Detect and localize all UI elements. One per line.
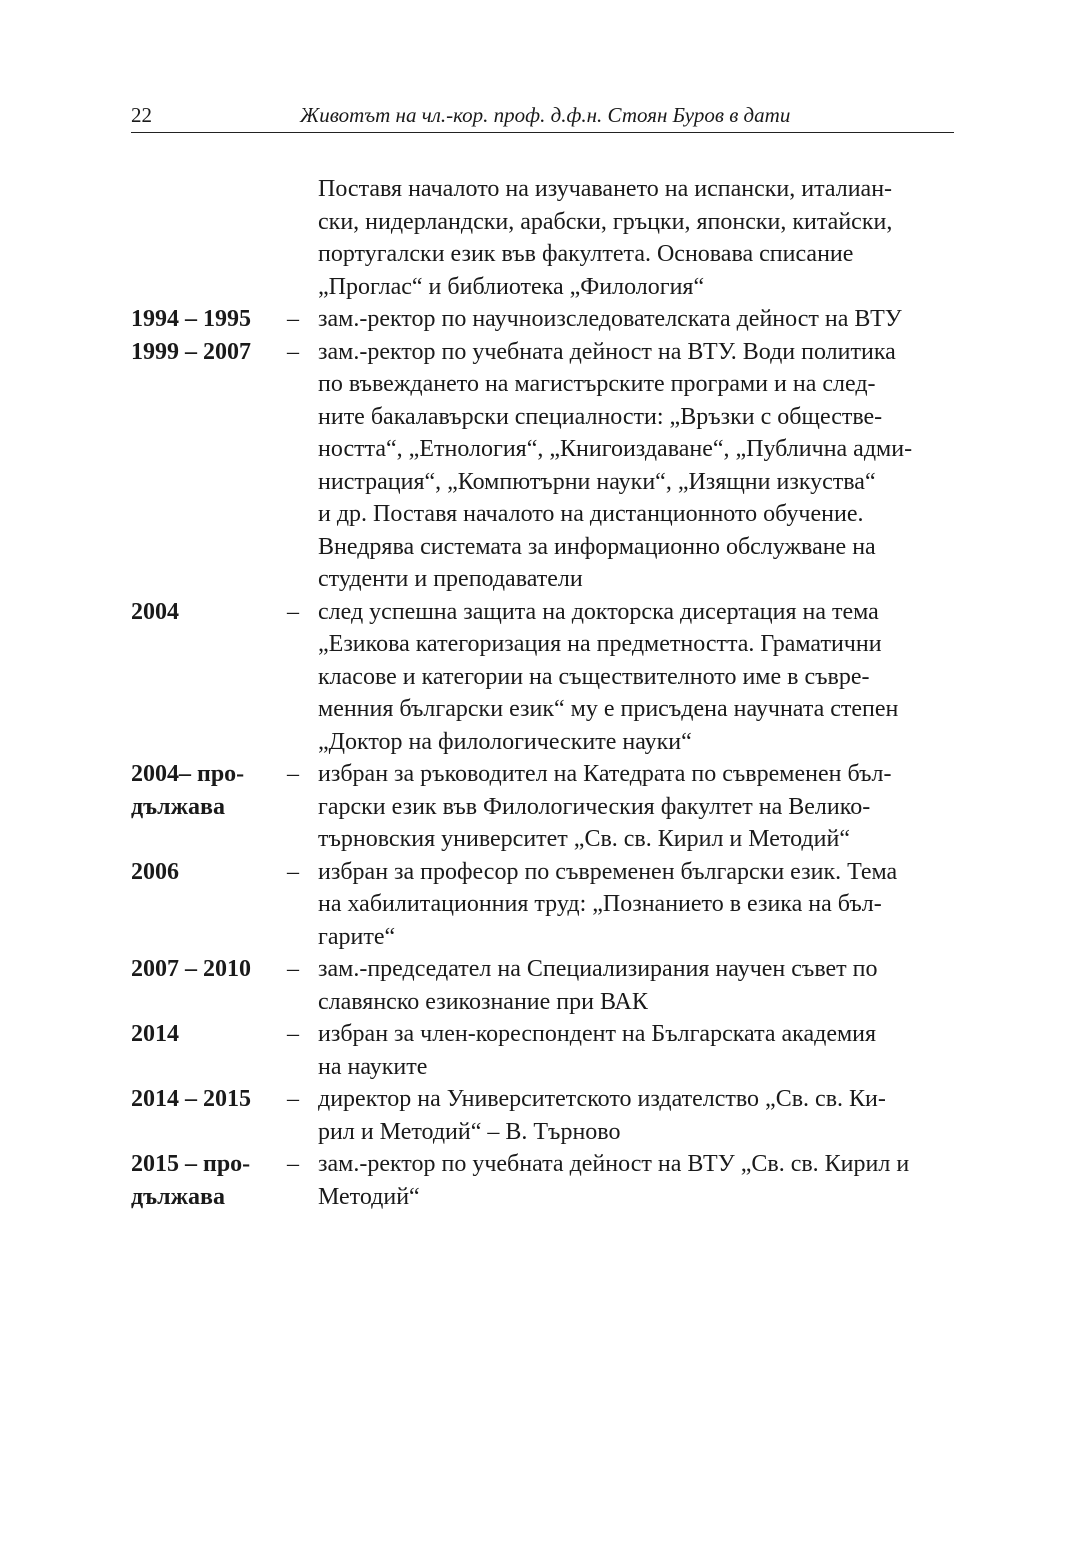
entry-dash: – xyxy=(287,338,299,365)
entry-text: зам.-председател на Специализирания научен съвет по славянско езикознание при ВАК xyxy=(318,956,878,1015)
page-header xyxy=(131,98,954,133)
entry-dash: – xyxy=(287,858,299,885)
timeline-entry xyxy=(131,596,957,759)
entry-dash: – xyxy=(287,1151,299,1177)
timeline-entry xyxy=(131,1018,957,1083)
timeline-entry xyxy=(131,856,957,954)
entry-text: зам.-ректор по учебната дейност на ВТУ „Св. св. Кирил и Методий“ xyxy=(318,1151,910,1210)
intro-paragraph xyxy=(131,173,957,303)
entry-text: избран за професор по съвременен български език. Тема на хабилитационния труд: „Познанието в езика на бъл- гарите“ xyxy=(318,858,898,950)
timeline-entry xyxy=(131,336,957,596)
entry-year: 1999 – 2007 xyxy=(131,338,251,365)
entry-dash: – xyxy=(287,956,299,982)
entry-year: 2007 – 2010 xyxy=(131,956,251,982)
entry-year: 2004– про- дължава xyxy=(131,761,245,820)
entry-dash: – xyxy=(287,598,299,625)
entry-year: 1994 – 1995 xyxy=(131,306,251,332)
entry-year: 2015 – про- дължава xyxy=(131,1151,251,1210)
entry-text: директор на Университетското издателство „Св. св. Ки- рил и Методий“ – В. Търново xyxy=(318,1086,886,1145)
entry-dash: – xyxy=(287,306,299,332)
page-number: 22 xyxy=(131,103,152,127)
entry-text: зам.-ректор по учебната дейност на ВТУ. Води политика по въвеждането на магистърските програми и на след- ните бакалавърски специалности: „Връзки с обществе- ността“, „Етнология“, „Книгоиздаване“, „Публична адми- нистрация“, „Компютърни науки“, „Изящни изкуства“ и др. Поставя началото на дистанционното обучение. Внедрява системата за информационно обслужване на студенти и преподаватели xyxy=(318,338,913,592)
running-title: Животът на чл.-кор. проф. д.ф.н. Стоян Буров в дати xyxy=(300,103,791,127)
timeline-entry xyxy=(131,303,957,336)
entry-dash: – xyxy=(287,1086,299,1112)
timeline-entry xyxy=(131,1083,957,1148)
timeline-entry xyxy=(131,758,957,856)
entry-dash: – xyxy=(287,1021,299,1047)
entry-text: избран за ръководител на Катедрата по съвременен бъл- гарски език във Филологическия факултет на Велико- търновския университет „Св. св. Кирил и Методий“ xyxy=(318,761,892,852)
entry-text: след успешна защита на докторска дисертация на тема „Езикова категоризация на предметността. Граматични класове и категории на съществителното име в съвре- менния български език“ му е присъдена научната степен „Доктор на филологическите науки“ xyxy=(318,598,899,755)
timeline-entry xyxy=(131,953,957,1018)
entry-text: избран за член-кореспондент на Българската академия на науките xyxy=(318,1021,877,1080)
entry-year: 2004 xyxy=(131,598,179,625)
entry-year: 2014 – 2015 xyxy=(131,1086,251,1112)
entry-text: зам.-ректор по научноизследователската дейност на ВТУ xyxy=(318,306,902,332)
entry-dash: – xyxy=(287,761,299,787)
entry-year: 2014 xyxy=(131,1021,179,1047)
entry-year: 2006 xyxy=(131,858,179,885)
intro-text: Поставя началото на изучаването на испански, италиан- ски, нидерландски, арабски, гръцки, японски, китайски, португалски език във факултета. Основава списание „Проглас“ и библиотека „Филология“ xyxy=(318,176,893,300)
timeline-entry xyxy=(131,1148,957,1213)
timeline-content xyxy=(131,173,957,1213)
